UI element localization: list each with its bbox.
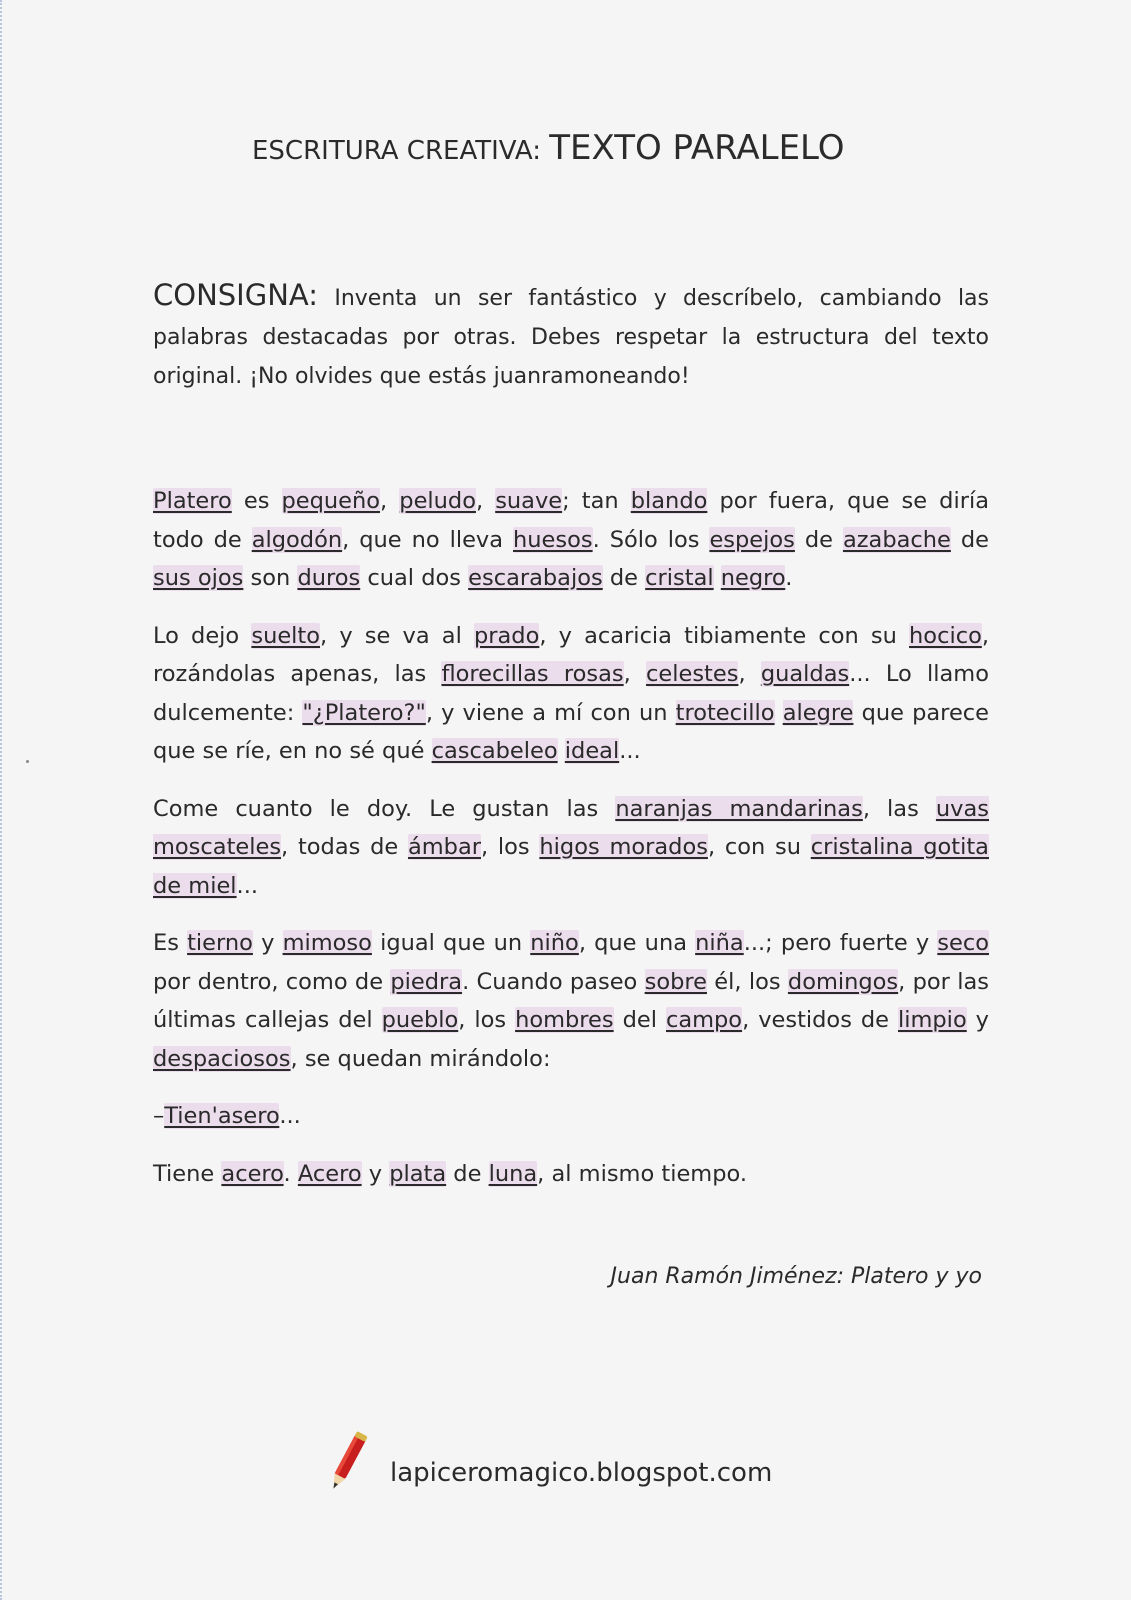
text-run: de: [446, 1160, 489, 1187]
highlighted-word: uvas moscateles: [153, 795, 989, 860]
text-run: –: [153, 1103, 165, 1129]
highlighted-word: "¿Platero?": [302, 699, 426, 726]
highlighted-word: cristalina gotita de miel: [153, 834, 989, 899]
highlighted-word: domingos: [787, 968, 899, 995]
text-run: , y acaricia tibiamente con su: [539, 622, 910, 649]
text-run: . Cuando paseo: [462, 968, 645, 995]
highlighted-word: niño: [530, 930, 579, 956]
highlighted-word: azabache: [842, 526, 951, 553]
text-run: .: [283, 1160, 298, 1187]
poem-paragraph: [153, 1155, 989, 1194]
text-run: , al mismo tiempo.: [537, 1160, 748, 1187]
text-run: y: [252, 930, 283, 956]
text-run: , todas de: [281, 834, 408, 860]
text-run: [775, 700, 783, 726]
highlighted-word: seco: [937, 930, 989, 956]
text-run: que parece que se ríe, en no sé qué: [153, 699, 989, 764]
highlighted-word: naranjas mandarinas: [615, 795, 863, 822]
text-run: , los: [481, 834, 540, 860]
highlighted-word: gualdas: [760, 661, 850, 687]
poem-text: [153, 482, 989, 1212]
text-run: de: [794, 526, 843, 553]
text-run: Lo dejo: [153, 622, 252, 649]
poem-paragraph: [153, 482, 989, 598]
text-run: y: [361, 1160, 390, 1187]
highlighted-word: sus ojos: [153, 565, 244, 591]
text-run: y: [966, 1007, 989, 1033]
paper-speck: [26, 760, 29, 763]
text-run: . Sólo los: [592, 526, 710, 553]
highlighted-word: Tien'asero: [164, 1103, 280, 1129]
footer-credit: [322, 1428, 842, 1498]
poem-paragraph: [153, 617, 989, 771]
text-run: él, los: [706, 968, 788, 995]
highlighted-word: ámbar: [407, 834, 481, 860]
highlighted-word: limpio: [897, 1007, 967, 1033]
pencil-icon: [322, 1428, 372, 1498]
text-run: , se quedan mirándolo:: [290, 1045, 551, 1072]
text-run: , las: [862, 795, 936, 822]
highlighted-word: escarabajos: [468, 565, 603, 591]
highlighted-word: acero: [221, 1160, 284, 1187]
highlighted-word: luna: [488, 1160, 538, 1187]
text-run: Es: [153, 930, 188, 956]
text-run: ,: [738, 661, 761, 687]
consigna-text: Inventa un ser fantástico y descríbelo, cambiando las palabras destacadas por otras. Debes respetar la estructura del texto original. ¡No olvides que estás juanramoneando!: [153, 286, 989, 389]
text-run: [714, 565, 721, 591]
text-run: cual dos: [360, 565, 469, 591]
poem-paragraph: [153, 1097, 989, 1136]
text-run: ; tan: [562, 488, 631, 514]
highlighted-word: alegre: [782, 699, 854, 726]
highlighted-word: suave: [495, 488, 563, 514]
highlighted-word: huesos: [513, 526, 593, 553]
text-run: de: [602, 565, 646, 591]
text-run: ,: [380, 488, 400, 514]
text-run: Tiene: [153, 1160, 222, 1187]
text-run: por dentro, como de: [153, 968, 391, 995]
text-run: , por las últimas callejas del: [153, 968, 989, 1033]
highlighted-word: niña: [695, 930, 744, 956]
text-run: , que no lleva: [342, 526, 513, 553]
text-run: de: [950, 526, 989, 553]
text-run: ... Lo llamo dulcemente:: [153, 661, 989, 726]
text-run: , y se va al: [320, 622, 474, 649]
highlighted-word: Acero: [297, 1160, 362, 1187]
text-run: [558, 738, 565, 764]
highlighted-word: hocico: [909, 622, 982, 649]
highlighted-word: cascabeleo: [431, 738, 558, 764]
highlighted-word: sobre: [644, 968, 707, 995]
author-attribution: Juan Ramón Jiménez: Platero y yo: [610, 1264, 982, 1289]
highlighted-word: peludo: [399, 488, 476, 514]
highlighted-word: tierno: [187, 930, 253, 956]
highlighted-word: cristal: [645, 565, 714, 591]
text-run: , los: [458, 1007, 516, 1033]
text-run: por fuera, que se diría todo de: [153, 488, 989, 553]
text-run: , con su: [707, 834, 811, 860]
text-run: son: [243, 565, 298, 591]
poem-paragraph: [153, 790, 989, 906]
text-run: Come cuanto le doy. Le gustan las: [153, 795, 616, 822]
highlighted-word: hombres: [515, 1007, 614, 1033]
poem-paragraph: [153, 924, 989, 1078]
highlighted-word: florecillas rosas: [441, 661, 624, 687]
highlighted-word: campo: [665, 1007, 743, 1033]
text-run: , y viene a mí con un: [425, 699, 676, 726]
page-title: [252, 128, 892, 168]
blog-url: lapiceromagico.blogspot.com: [390, 1458, 773, 1488]
highlighted-word: blando: [630, 488, 708, 514]
text-run: , que una: [578, 930, 696, 956]
highlighted-word: pueblo: [381, 1007, 459, 1033]
title-part-2: TEXTO PARALELO: [549, 128, 845, 168]
text-run: igual que un: [371, 930, 531, 956]
text-run: ...: [236, 872, 259, 899]
text-run: del: [613, 1007, 666, 1033]
text-run: es: [231, 488, 282, 514]
highlighted-word: ideal: [564, 738, 620, 764]
text-run: ,: [623, 661, 647, 687]
highlighted-word: pequeño: [281, 488, 381, 514]
consigna-block: [153, 276, 989, 396]
highlighted-word: Platero: [153, 488, 232, 514]
highlighted-word: duros: [297, 565, 361, 591]
title-part-1: ESCRITURA CREATIVA:: [252, 136, 550, 166]
text-run: ,: [475, 488, 496, 514]
highlighted-word: plata: [389, 1160, 447, 1187]
consigna-label: CONSIGNA:: [153, 278, 318, 312]
text-run: , vestidos de: [742, 1007, 898, 1033]
highlighted-word: espejos: [709, 526, 795, 553]
highlighted-word: trotecillo: [675, 699, 775, 726]
highlighted-word: celestes: [646, 661, 739, 687]
text-run: ...: [279, 1103, 301, 1129]
highlighted-word: suelto: [251, 622, 321, 649]
text-run: ...; pero fuerte y: [743, 930, 938, 956]
text-run: .: [785, 565, 793, 591]
highlighted-word: negro: [720, 565, 786, 591]
text-run: , rozándolas apenas, las: [153, 622, 989, 687]
highlighted-word: piedra: [390, 968, 463, 995]
highlighted-word: mimoso: [282, 930, 372, 956]
highlighted-word: prado: [473, 622, 540, 649]
highlighted-word: algodón: [251, 526, 343, 553]
text-run: ...: [619, 738, 641, 764]
highlighted-word: higos morados: [539, 834, 708, 860]
highlighted-word: despaciosos: [153, 1045, 291, 1072]
